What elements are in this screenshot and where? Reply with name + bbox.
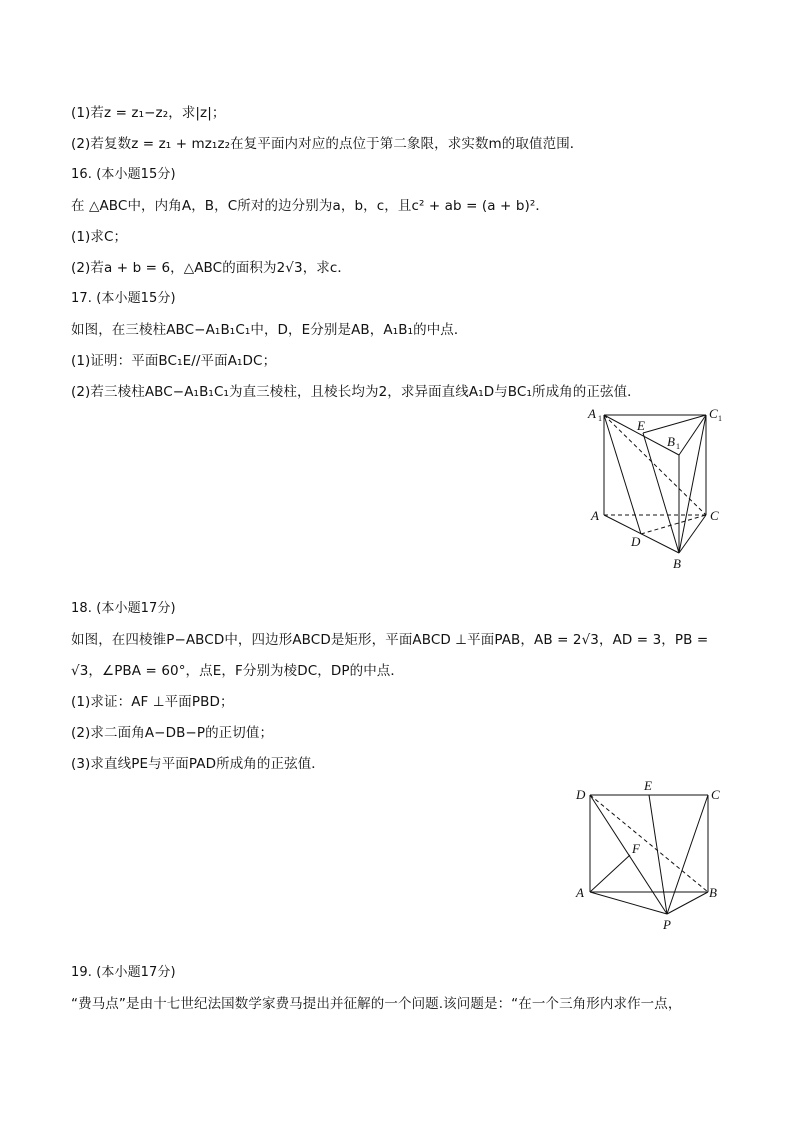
label-a1-sub: 1 [598,414,602,423]
prism-figure [580,400,730,575]
label-d: D [576,787,586,802]
question-16-header: 16. (本小题15分) [71,167,176,182]
edge-d-p [590,795,667,914]
question-17-header: 17. (本小题15分) [71,291,176,306]
label-e: E [644,778,652,793]
label-a1: A [588,406,596,421]
hidden-segment-d-b [590,795,708,892]
label-b: B [709,885,717,900]
pyramid-figure [570,775,730,935]
question-19-header: 19. (本小题17分) [71,965,176,980]
question-18-header: 18. (本小题17分) [71,601,176,616]
label-c1: C [709,406,718,421]
label-d: D [631,534,641,549]
line-q15-1: (1)若z = z₁−z₂，求|z|； [71,105,226,121]
label-b1-sub: 1 [676,442,680,451]
line-q15-2: (2)若复数z = z₁ + mz₁z₂在复平面内对应的点位于第二象限，求实数m的取值范围． [71,136,584,152]
line-q16-stem: 在 △ABC中，内角A，B，C所对的边分别为a，b，c，且c² + ab = (a + b)²． [71,198,549,214]
label-c: C [711,787,720,802]
segment-e-b [643,433,679,553]
line-q16-2: (2)若a + b = 6，△ABC的面积为2√3，求c． [71,260,352,276]
line-q18-3: (3)求直线PE与平面PAD所成角的正弦值． [71,756,325,772]
label-e: E [637,418,645,433]
line-q17-2: (2)若三棱柱ABC−A₁B₁C₁为直三棱柱，且棱长均为2，求异面直线A₁D与BC₁所成角的正弦值． [71,384,641,400]
label-p: P [663,917,671,932]
line-q17-stem: 如图，在三棱柱ABC−A₁B₁C₁中，D，E分别是AB，A₁B₁的中点． [71,322,468,338]
line-q17-1: (1)证明：平面BC₁E//平面A₁DC； [71,353,277,369]
line-q18-1: (1)求证：AF ⊥平面PBD； [71,694,234,710]
label-c1-sub: 1 [718,414,722,423]
label-b: B [673,556,681,571]
segment-a-f [590,855,630,892]
label-b1: B [667,434,675,449]
segment-a1-d [604,415,641,534]
line-q18-2: (2)求二面角A−DB−P的正切值； [71,725,274,741]
hidden-segment-d-c [641,515,706,534]
line-q16-1: (1)求C； [71,229,128,245]
segment-e-p [649,795,667,914]
line-q18-stem-a: 如图，在四棱锥P−ABCD中，四边形ABCD是矩形，平面ABCD ⊥平面PAB，AB = 2√3，AD = 3，PB = [71,632,709,648]
segment-e-c1 [643,415,706,433]
label-f: F [632,841,640,856]
line-q18-stem-b: √3，∠PBA = 60°，点E，F分别为棱DC，DP的中点． [71,663,405,679]
edge-c-p [667,795,708,914]
label-c: C [710,508,719,523]
line-q19-stem: “费马点”是由十七世纪法国数学家费马提出并征解的一个问题.该问题是：“在一个三角形内求作一点， [71,996,682,1012]
label-a: A [591,508,599,523]
label-a: A [576,885,584,900]
